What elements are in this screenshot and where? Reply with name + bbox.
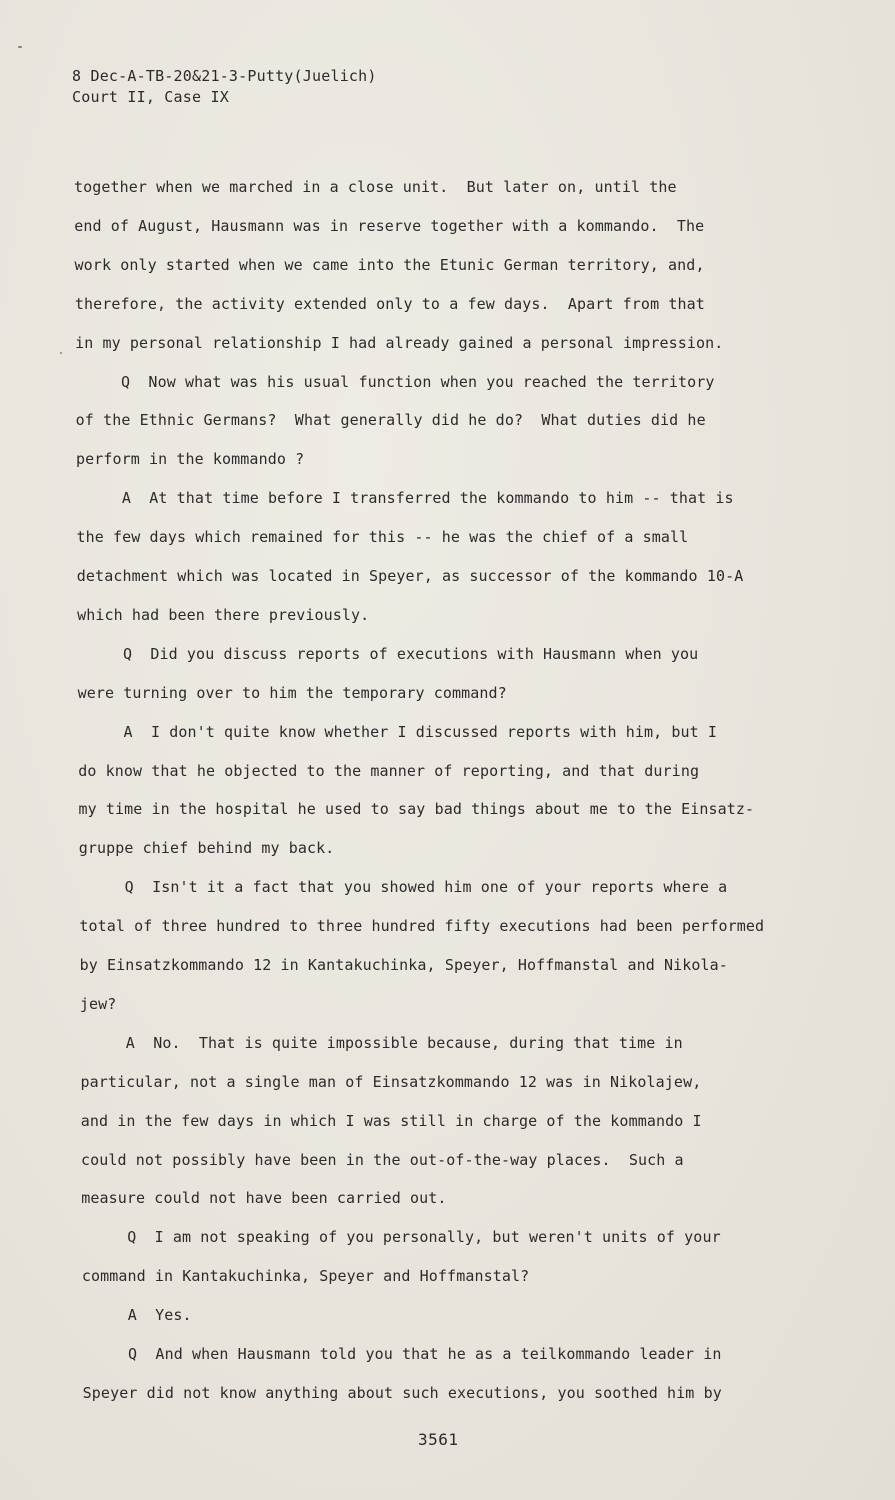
transcript-line: Speyer did not know anything about such executions, you soothed him by (82, 1383, 722, 1402)
transcript-line: Q Now what was his usual function when you reached the territory (75, 372, 715, 391)
transcript-line: were turning over to him the temporary command? (77, 683, 507, 702)
transcript-line: measure could not have been carried out. (81, 1189, 447, 1208)
margin-mark (60, 352, 62, 354)
transcript-line: of the Ethnic Germans? What generally did he do? What duties did he (75, 411, 706, 430)
margin-mark (18, 46, 22, 48)
transcript-line: detachment which was located in Speyer, as successor of the kommando 10-A (76, 567, 744, 585)
transcript-line: A Yes. (82, 1306, 192, 1325)
transcript-line: gruppe chief behind my back. (78, 839, 335, 858)
transcript-line: by Einsatzkommando 12 in Kantakuchinka, Speyer, Hoffmanstal and Nikola- (79, 956, 728, 974)
transcript-line: Q And when Hausmann told you that he as a teilkommando leader in (82, 1345, 722, 1363)
transcript-line: do know that he objected to the manner of reporting, and that during (78, 761, 700, 780)
transcript-line: together when we marched in a close unit. But later on, until the (74, 178, 677, 196)
transcript-line: total of three hundred to three hundred fifty executions had been performed (79, 917, 765, 936)
transcript-line: perform in the kommando ? (75, 450, 305, 469)
transcript-line: A I don't quite know whether I discussed reports with him, but I (77, 722, 718, 741)
header-case-reference: 8 Dec-A-TB-20&21-3-Putty(Juelich) (72, 67, 377, 85)
transcript-line: A At that time before I transferred the kommando to him -- that is (76, 489, 734, 508)
header-court-case: Court II, Case IX (72, 88, 229, 106)
transcript-line: Q Isn't it a fact that you showed him one of your reports where a (79, 878, 728, 897)
transcript-line: A No. That is quite impossible because, during that time in (80, 1033, 683, 1052)
transcript-line: particular, not a single man of Einsatzkommando 12 was in Nikolajew, (80, 1072, 702, 1091)
transcript-line: work only started when we came into the Etunic German territory, and, (74, 255, 705, 274)
transcript-line: my time in the hospital he used to say bad things about me to the Einsatz- (78, 800, 755, 819)
transcript-line: could not possibly have been in the out-of-the-way places. Such a (81, 1150, 684, 1169)
transcript-line: which had been there previously. (77, 605, 370, 624)
transcript-line: the few days which remained for this -- he was the chief of a small (76, 528, 689, 547)
transcript-line: Q I am not speaking of you personally, but weren't units of your (81, 1228, 721, 1247)
transcript-line: in my personal relationship I had already gained a personal impression. (75, 333, 724, 352)
transcript-line: therefore, the activity extended only to a few days. Apart from that (74, 294, 705, 313)
transcript-line: end of August, Hausmann was in reserve together with a kommando. The (74, 216, 705, 235)
transcript-line: Q Did you discuss reports of executions with Hausmann when you (77, 644, 699, 663)
transcript-line: command in Kantakuchinka, Speyer and Hoffmanstal? (81, 1267, 530, 1286)
transcript-line: and in the few days in which I was still in charge of the kommando I (80, 1111, 702, 1130)
page-number: 3561 (418, 1430, 459, 1449)
document-header (72, 66, 377, 108)
transcript-line: jew? (79, 994, 117, 1013)
